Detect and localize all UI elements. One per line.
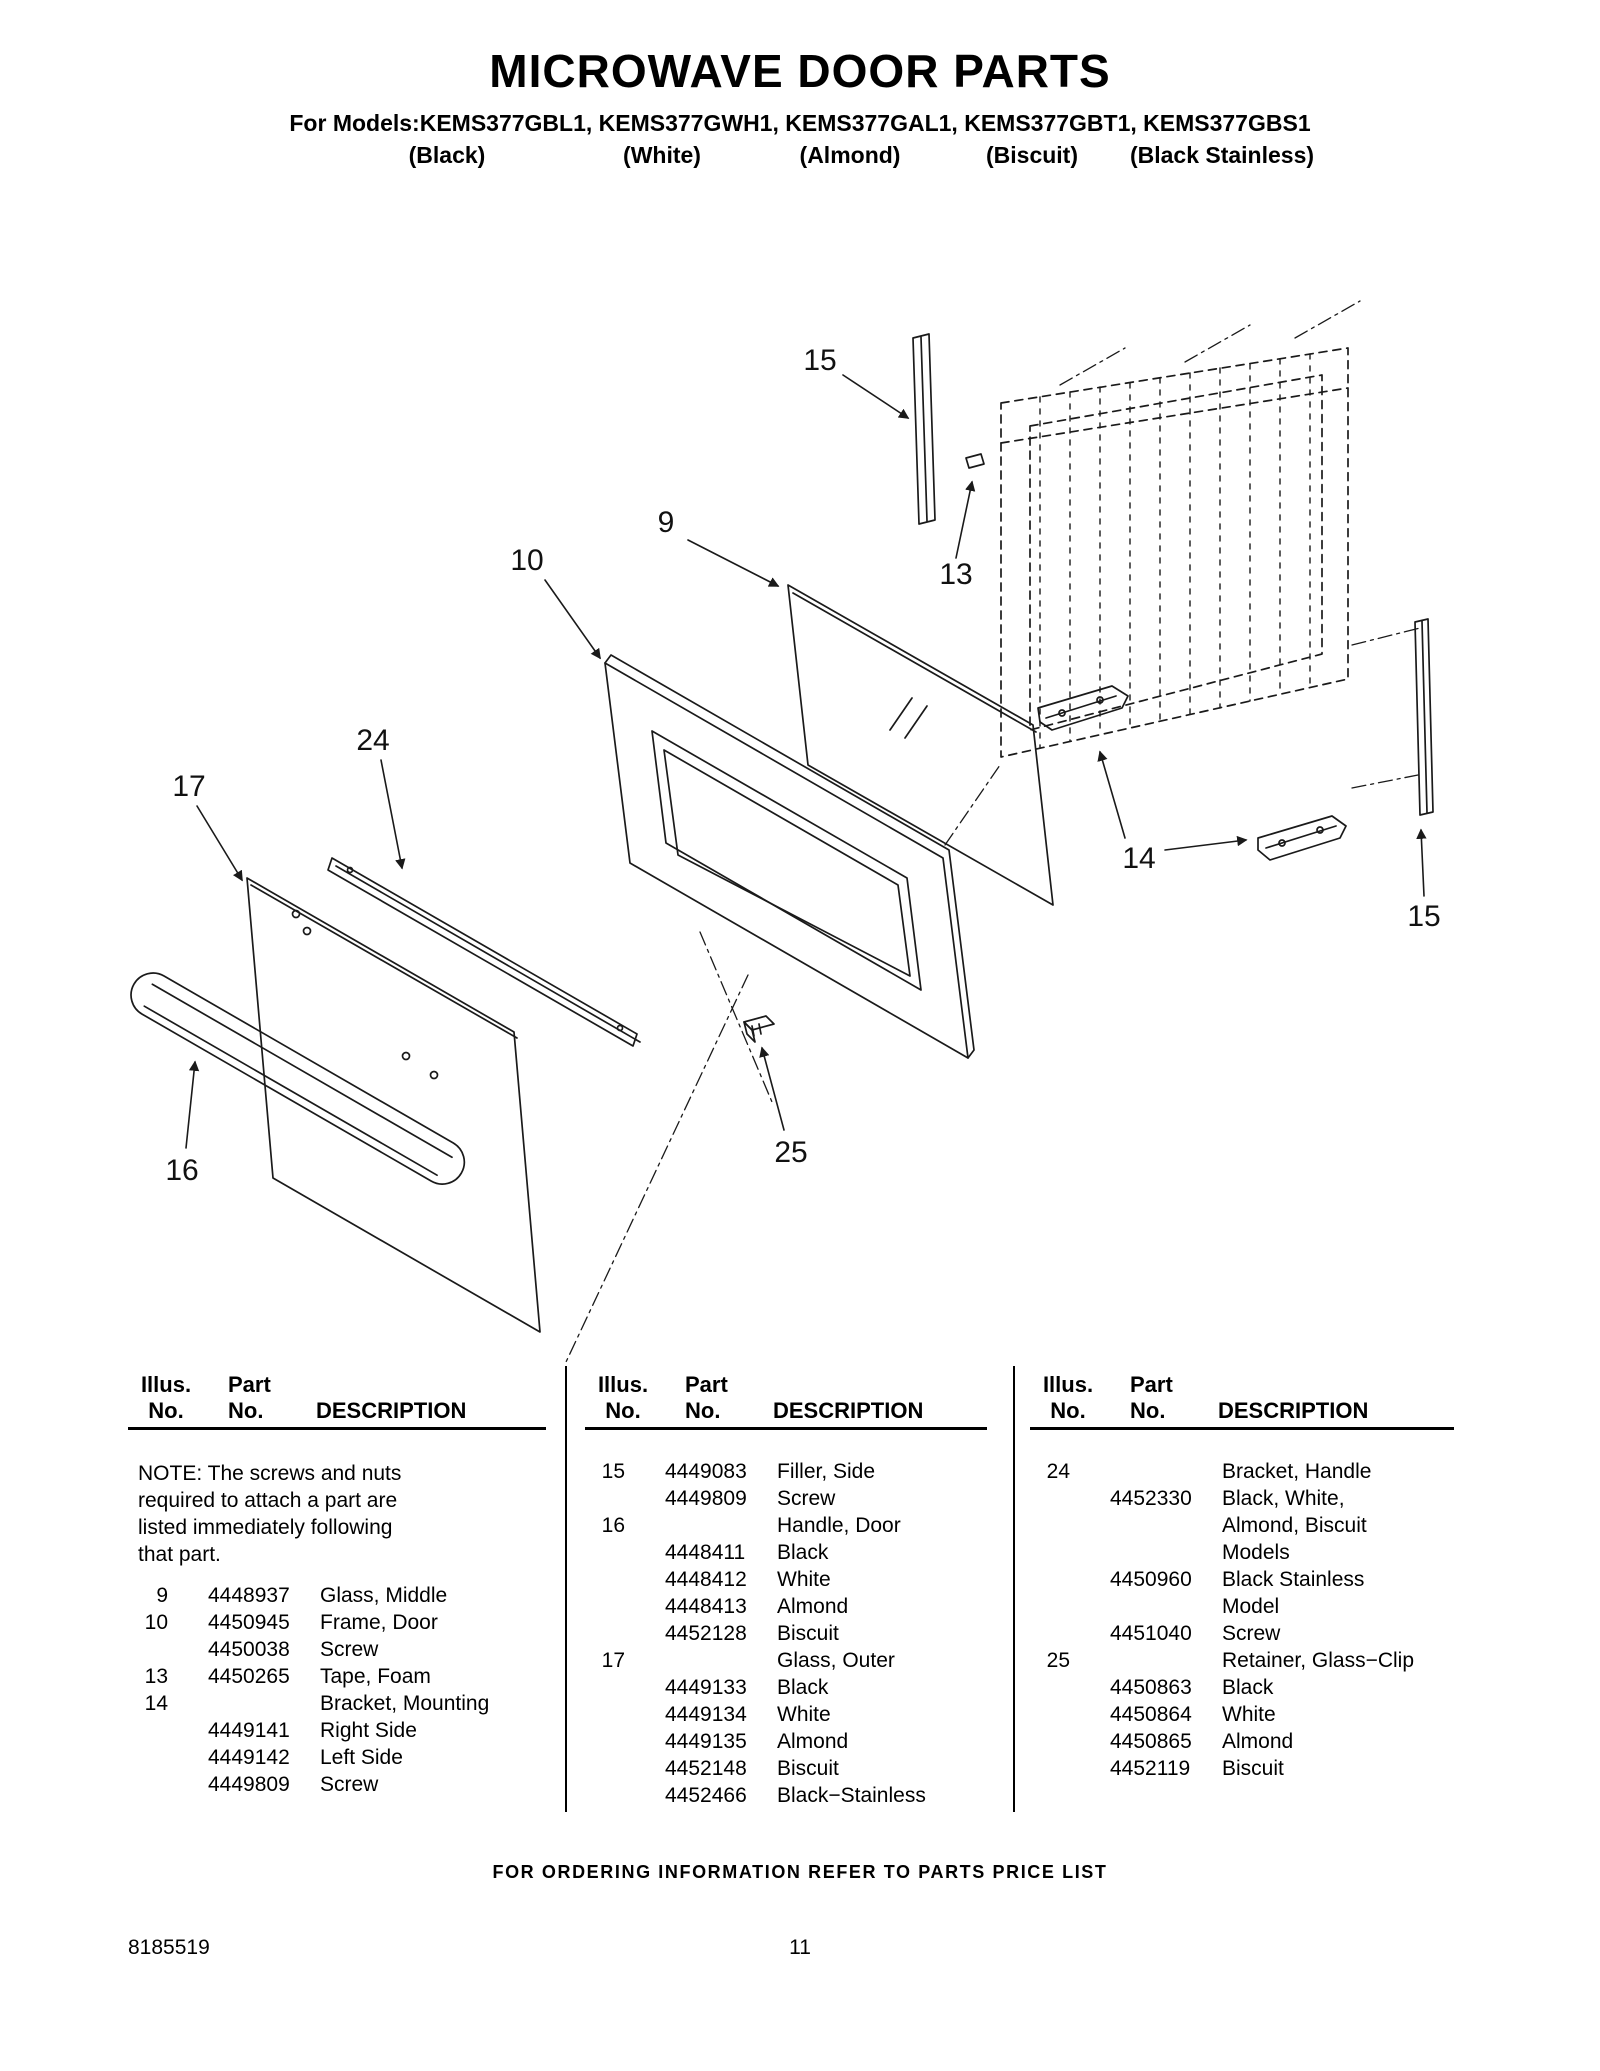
cell-description: Biscuit (1222, 1757, 1284, 1780)
header-description (773, 1372, 987, 1424)
cell-description: Black, White, (1222, 1487, 1345, 1510)
document-number: 8185519 (128, 1936, 210, 1959)
page-title: MICROWAVE DOOR PARTS (489, 45, 1111, 97)
cell-illus-no: 10 (144, 1611, 168, 1634)
header-rule (128, 1427, 546, 1430)
cell-part-no: 4449142 (208, 1746, 290, 1769)
cell-illus-no: 9 (156, 1584, 168, 1607)
cell-part-no: 4449134 (665, 1703, 747, 1726)
cell-description: Black (777, 1541, 829, 1564)
cell-description: Almond (777, 1595, 849, 1618)
cell-part-no: 4449141 (208, 1719, 290, 1742)
cell-part-no (1110, 1539, 1222, 1566)
header-illus-no (128, 1372, 204, 1424)
cell-description: Models (1222, 1541, 1290, 1564)
cell-part-no (1110, 1458, 1222, 1485)
column-divider (565, 1366, 567, 1812)
table-row (1030, 1674, 1454, 1701)
cell-description: Almond (1222, 1730, 1294, 1753)
callout-10: 10 (510, 544, 544, 577)
callout-16: 16 (165, 1154, 199, 1187)
cell-description: White (777, 1703, 831, 1726)
cell-part-no: 4448937 (208, 1584, 290, 1607)
table-body (128, 1582, 546, 1798)
table-row (128, 1663, 546, 1690)
header-label: Part (685, 1372, 728, 1397)
header-part-no (661, 1372, 773, 1424)
cell-description: Biscuit (777, 1622, 839, 1645)
note-line: listed immediately following (138, 1516, 393, 1539)
cell-description: Almond, Biscuit (1222, 1514, 1367, 1537)
header-label: No. (148, 1398, 184, 1423)
cell-illus-no: 24 (1046, 1460, 1070, 1483)
header-label: No. (605, 1398, 641, 1423)
cell-part-no: 4450960 (1110, 1568, 1192, 1591)
cell-part-no (1110, 1512, 1222, 1539)
cell-part-no: 4450038 (208, 1638, 290, 1661)
header-label: No. (228, 1398, 264, 1423)
parts-table-column-2 (585, 1372, 987, 1809)
cell-part-no: 4449809 (208, 1773, 290, 1796)
callout-17: 17 (172, 770, 206, 803)
middle-glass-panel (788, 585, 1053, 905)
cell-part-no: 4452128 (665, 1622, 747, 1645)
note-line: required to attach a part are (138, 1489, 398, 1512)
exploded-view-diagram (0, 190, 1600, 1370)
table-row (585, 1728, 987, 1755)
cell-part-no: 4449135 (665, 1730, 747, 1753)
cell-description: Screw (777, 1487, 836, 1510)
table-row (128, 1771, 546, 1798)
header-part-no (1106, 1372, 1218, 1424)
parts-tables (0, 1372, 1600, 1832)
cell-illus-no (128, 1771, 168, 1798)
table-row (585, 1755, 987, 1782)
table-row (128, 1636, 546, 1663)
cell-illus-no (1030, 1512, 1070, 1539)
table-row (1030, 1539, 1454, 1566)
table-row (128, 1717, 546, 1744)
cell-illus-no (585, 1485, 625, 1512)
cell-description: Black (777, 1676, 829, 1699)
cell-illus-no (585, 1701, 625, 1728)
cell-illus-no (585, 1782, 625, 1809)
color-label-white: (White) (623, 142, 701, 168)
table-row (1030, 1728, 1454, 1755)
cell-illus-no: 17 (601, 1649, 625, 1672)
cell-description: Frame, Door (320, 1611, 438, 1634)
cell-description: Screw (320, 1638, 379, 1661)
table-row (128, 1582, 546, 1609)
cell-illus-no (1030, 1620, 1070, 1647)
cell-description: Left Side (320, 1746, 403, 1769)
cell-illus-no (1030, 1701, 1070, 1728)
ordering-info-note: FOR ORDERING INFORMATION REFER TO PARTS PRICE LIST (492, 1862, 1108, 1882)
cell-illus-no (1030, 1593, 1070, 1620)
cell-part-no: 4450863 (1110, 1676, 1192, 1699)
cavity-hatching (1040, 354, 1310, 748)
cell-description: Screw (320, 1773, 379, 1796)
models-line: For Models:KEMS377GBL1, KEMS377GWH1, KEMS377GAL1, KEMS377GBT1, KEMS377GBS1 (289, 110, 1311, 136)
callout-13: 13 (939, 558, 973, 591)
cell-description: Black (1222, 1676, 1274, 1699)
cell-illus-no: 25 (1046, 1649, 1070, 1672)
cell-part-no (1110, 1593, 1222, 1620)
cell-illus-no (1030, 1539, 1070, 1566)
cell-part-no: 4448412 (665, 1568, 747, 1591)
header-label: No. (1050, 1398, 1086, 1423)
cell-part-no (208, 1690, 320, 1717)
cell-description: Filler, Side (777, 1460, 876, 1483)
cell-illus-no (585, 1674, 625, 1701)
cell-part-no: 4448413 (665, 1595, 747, 1618)
side-filler-right (1415, 619, 1433, 815)
table-row (585, 1620, 987, 1647)
cell-part-no: 4449809 (665, 1487, 747, 1510)
table-row (128, 1690, 546, 1717)
cell-illus-no (585, 1620, 625, 1647)
table-row (585, 1782, 987, 1809)
header-illus-no (585, 1372, 661, 1424)
header-label: Part (228, 1372, 271, 1397)
cell-part-no: 4450945 (208, 1611, 290, 1634)
cell-description: Glass, Outer (777, 1649, 895, 1672)
cell-illus-no (585, 1755, 625, 1782)
table-row (1030, 1458, 1454, 1485)
color-label-almond: (Almond) (799, 142, 901, 168)
table-row (585, 1647, 987, 1674)
header-description (316, 1372, 546, 1424)
table-row (585, 1539, 987, 1566)
note-line: that part. (138, 1543, 221, 1566)
table-header (128, 1372, 546, 1424)
header-label: No. (685, 1398, 721, 1423)
cell-part-no: 4448411 (665, 1541, 746, 1564)
header-label: DESCRIPTION (316, 1398, 467, 1423)
cell-illus-no (1030, 1728, 1070, 1755)
cell-description: Black−Stainless (777, 1784, 926, 1807)
table-row (1030, 1593, 1454, 1620)
table-row (585, 1512, 987, 1539)
cell-description: Retainer, Glass−Clip (1222, 1649, 1415, 1672)
header-label: Part (1130, 1372, 1173, 1397)
outer-glass-panel (247, 878, 540, 1332)
model-colors-line (0, 142, 1600, 174)
header-label: Illus. (140, 1372, 192, 1397)
cell-illus-no (128, 1717, 168, 1744)
cell-illus-no (585, 1566, 625, 1593)
table-row (1030, 1755, 1454, 1782)
table-row (585, 1566, 987, 1593)
table-row (1030, 1512, 1454, 1539)
cell-part-no (665, 1512, 777, 1539)
header-description (1218, 1372, 1454, 1424)
header-label: No. (1130, 1398, 1166, 1423)
table-row (128, 1609, 546, 1636)
table-row (585, 1593, 987, 1620)
table-row (1030, 1647, 1454, 1674)
cell-illus-no (1030, 1566, 1070, 1593)
cell-description: White (1222, 1703, 1276, 1726)
cell-part-no: 4452119 (1110, 1757, 1191, 1780)
header-label: Illus. (597, 1372, 649, 1397)
cell-illus-no (1030, 1674, 1070, 1701)
side-filler-left (913, 334, 935, 524)
color-label-black: (Black) (408, 142, 486, 168)
table-row (585, 1701, 987, 1728)
glass-clip-retainer (744, 1016, 774, 1042)
screws-note (138, 1460, 546, 1568)
table-body (585, 1458, 987, 1809)
cell-description: Tape, Foam (320, 1665, 431, 1688)
callout-arrows (186, 375, 1424, 1148)
cell-description: Almond (777, 1730, 849, 1753)
table-header (1030, 1372, 1454, 1424)
table-header (585, 1372, 987, 1424)
callout-25: 25 (774, 1136, 808, 1169)
cell-illus-no (585, 1539, 625, 1566)
cell-part-no: 4452148 (665, 1757, 747, 1780)
parts-table-column-1 (128, 1372, 546, 1798)
parts-table-column-3 (1030, 1372, 1454, 1782)
cell-description: Bracket, Mounting (320, 1692, 490, 1715)
callout-9: 9 (657, 506, 675, 539)
cell-part-no: 4451040 (1110, 1622, 1192, 1645)
table-body (1030, 1458, 1454, 1782)
table-row (1030, 1485, 1454, 1512)
table-row (1030, 1566, 1454, 1593)
cell-part-no: 4450265 (208, 1665, 290, 1688)
microwave-cavity-outline (1001, 348, 1348, 757)
table-row (585, 1674, 987, 1701)
page-number: 11 (789, 1936, 811, 1959)
cell-description: Screw (1222, 1622, 1281, 1645)
table-row (1030, 1620, 1454, 1647)
table-row (1030, 1701, 1454, 1728)
header-rule (1030, 1427, 1454, 1430)
foam-tape-clip (966, 454, 984, 468)
door-frame-outline (605, 655, 974, 1058)
cell-part-no: 4452466 (665, 1784, 747, 1807)
callout-24: 24 (356, 724, 390, 757)
table-row (585, 1458, 987, 1485)
cell-part-no: 4449083 (665, 1460, 747, 1483)
cell-description: Handle, Door (777, 1514, 901, 1537)
projection-centerlines (566, 301, 1420, 1362)
cell-illus-no (128, 1636, 168, 1663)
cell-illus-no: 16 (601, 1514, 625, 1537)
callout-15-left: 15 (803, 344, 837, 377)
cell-illus-no: 14 (144, 1692, 168, 1715)
cell-part-no: 4450864 (1110, 1703, 1192, 1726)
cell-illus-no (585, 1728, 625, 1755)
header-label: DESCRIPTION (1218, 1398, 1369, 1423)
callout-14: 14 (1122, 842, 1156, 875)
cell-description: Glass, Middle (320, 1584, 448, 1607)
cell-part-no (665, 1647, 777, 1674)
callout-15-right: 15 (1407, 900, 1441, 933)
column-divider (1013, 1366, 1015, 1812)
cell-illus-no (585, 1593, 625, 1620)
color-label-biscuit: (Biscuit) (986, 142, 1078, 168)
header-label: DESCRIPTION (773, 1398, 924, 1423)
cell-part-no: 4450865 (1110, 1730, 1192, 1753)
mounting-bracket-left-side (1258, 816, 1346, 860)
cell-illus-no (128, 1744, 168, 1771)
table-row (585, 1485, 987, 1512)
cell-illus-no (1030, 1755, 1070, 1782)
cell-illus-no: 15 (601, 1460, 625, 1483)
header-illus-no (1030, 1372, 1106, 1424)
cell-description: Bracket, Handle (1222, 1460, 1372, 1483)
cell-description: Right Side (320, 1719, 417, 1742)
cell-part-no (1110, 1647, 1222, 1674)
cell-description: Black Stainless (1222, 1568, 1365, 1591)
cell-description: Biscuit (777, 1757, 839, 1780)
cell-illus-no: 13 (144, 1665, 168, 1688)
header-part-no (204, 1372, 316, 1424)
cell-description: White (777, 1568, 831, 1591)
cell-part-no: 4449133 (665, 1676, 747, 1699)
cell-description: Model (1222, 1595, 1280, 1618)
table-row (128, 1744, 546, 1771)
cell-illus-no (1030, 1485, 1070, 1512)
note-line: NOTE: The screws and nuts (138, 1462, 402, 1485)
header-rule (585, 1427, 987, 1430)
cell-part-no: 4452330 (1110, 1487, 1192, 1510)
color-label-black-stainless: (Black Stainless) (1129, 142, 1315, 168)
header-label: Illus. (1042, 1372, 1094, 1397)
